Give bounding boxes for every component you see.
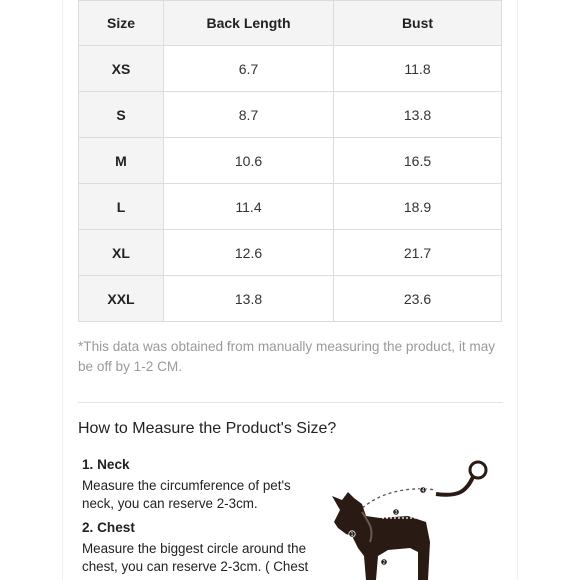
bust-cell: 21.7 <box>334 230 502 276</box>
size-chart-table <box>78 0 502 322</box>
dog-silhouette-icon <box>332 492 430 580</box>
size-cell: XL <box>79 230 164 276</box>
back-length-cell: 6.7 <box>164 46 334 92</box>
step-heading: 2. Chest <box>82 520 135 535</box>
column-header-bust: Bust <box>334 1 502 46</box>
size-cell: XS <box>79 46 164 92</box>
leash-icon <box>436 477 473 495</box>
dog-harness-measure-icon <box>318 452 518 580</box>
leash-loop-icon <box>470 462 486 478</box>
step-description: Measure the circumference of pet's neck, you can reserve 2-3cm. <box>82 478 291 511</box>
size-cell: S <box>79 92 164 138</box>
bust-cell: 23.6 <box>334 276 502 322</box>
measurement-disclaimer: *This data was obtained from manually measuring the product, it may be off by 1-2 CM. <box>78 339 496 374</box>
back-length-cell: 8.7 <box>164 92 334 138</box>
bust-cell: 18.9 <box>334 184 502 230</box>
marker-label: 1 <box>350 532 354 538</box>
size-cell: M <box>79 138 164 184</box>
step-heading: 1. Neck <box>82 457 130 472</box>
step-description: Measure the biggest circle around the chest, you can reserve 2-3cm. ( Chest <box>82 541 309 574</box>
bust-cell: 13.8 <box>334 92 502 138</box>
column-header-back-length: Back Length <box>164 1 334 46</box>
table-row <box>79 276 502 322</box>
size-chart-header-row <box>79 1 502 46</box>
marker-label: 3 <box>394 510 398 516</box>
measure-step-chest <box>82 519 314 576</box>
table-row <box>79 138 502 184</box>
size-cell: XXL <box>79 276 164 322</box>
table-row <box>79 184 502 230</box>
table-row <box>79 92 502 138</box>
back-length-cell: 11.4 <box>164 184 334 230</box>
table-row <box>79 46 502 92</box>
column-header-size: Size <box>79 1 164 46</box>
measure-section-title: How to Measure the Product's Size? <box>78 420 337 437</box>
bust-cell: 16.5 <box>334 138 502 184</box>
marker-label: 4 <box>421 488 425 494</box>
marker-label: 2 <box>382 560 386 566</box>
section-divider <box>78 402 503 403</box>
measure-step-neck <box>82 456 314 513</box>
back-length-cell: 12.6 <box>164 230 334 276</box>
back-length-cell: 10.6 <box>164 138 334 184</box>
bust-cell: 11.8 <box>334 46 502 92</box>
table-row <box>79 230 502 276</box>
back-length-cell: 13.8 <box>164 276 334 322</box>
size-cell: L <box>79 184 164 230</box>
